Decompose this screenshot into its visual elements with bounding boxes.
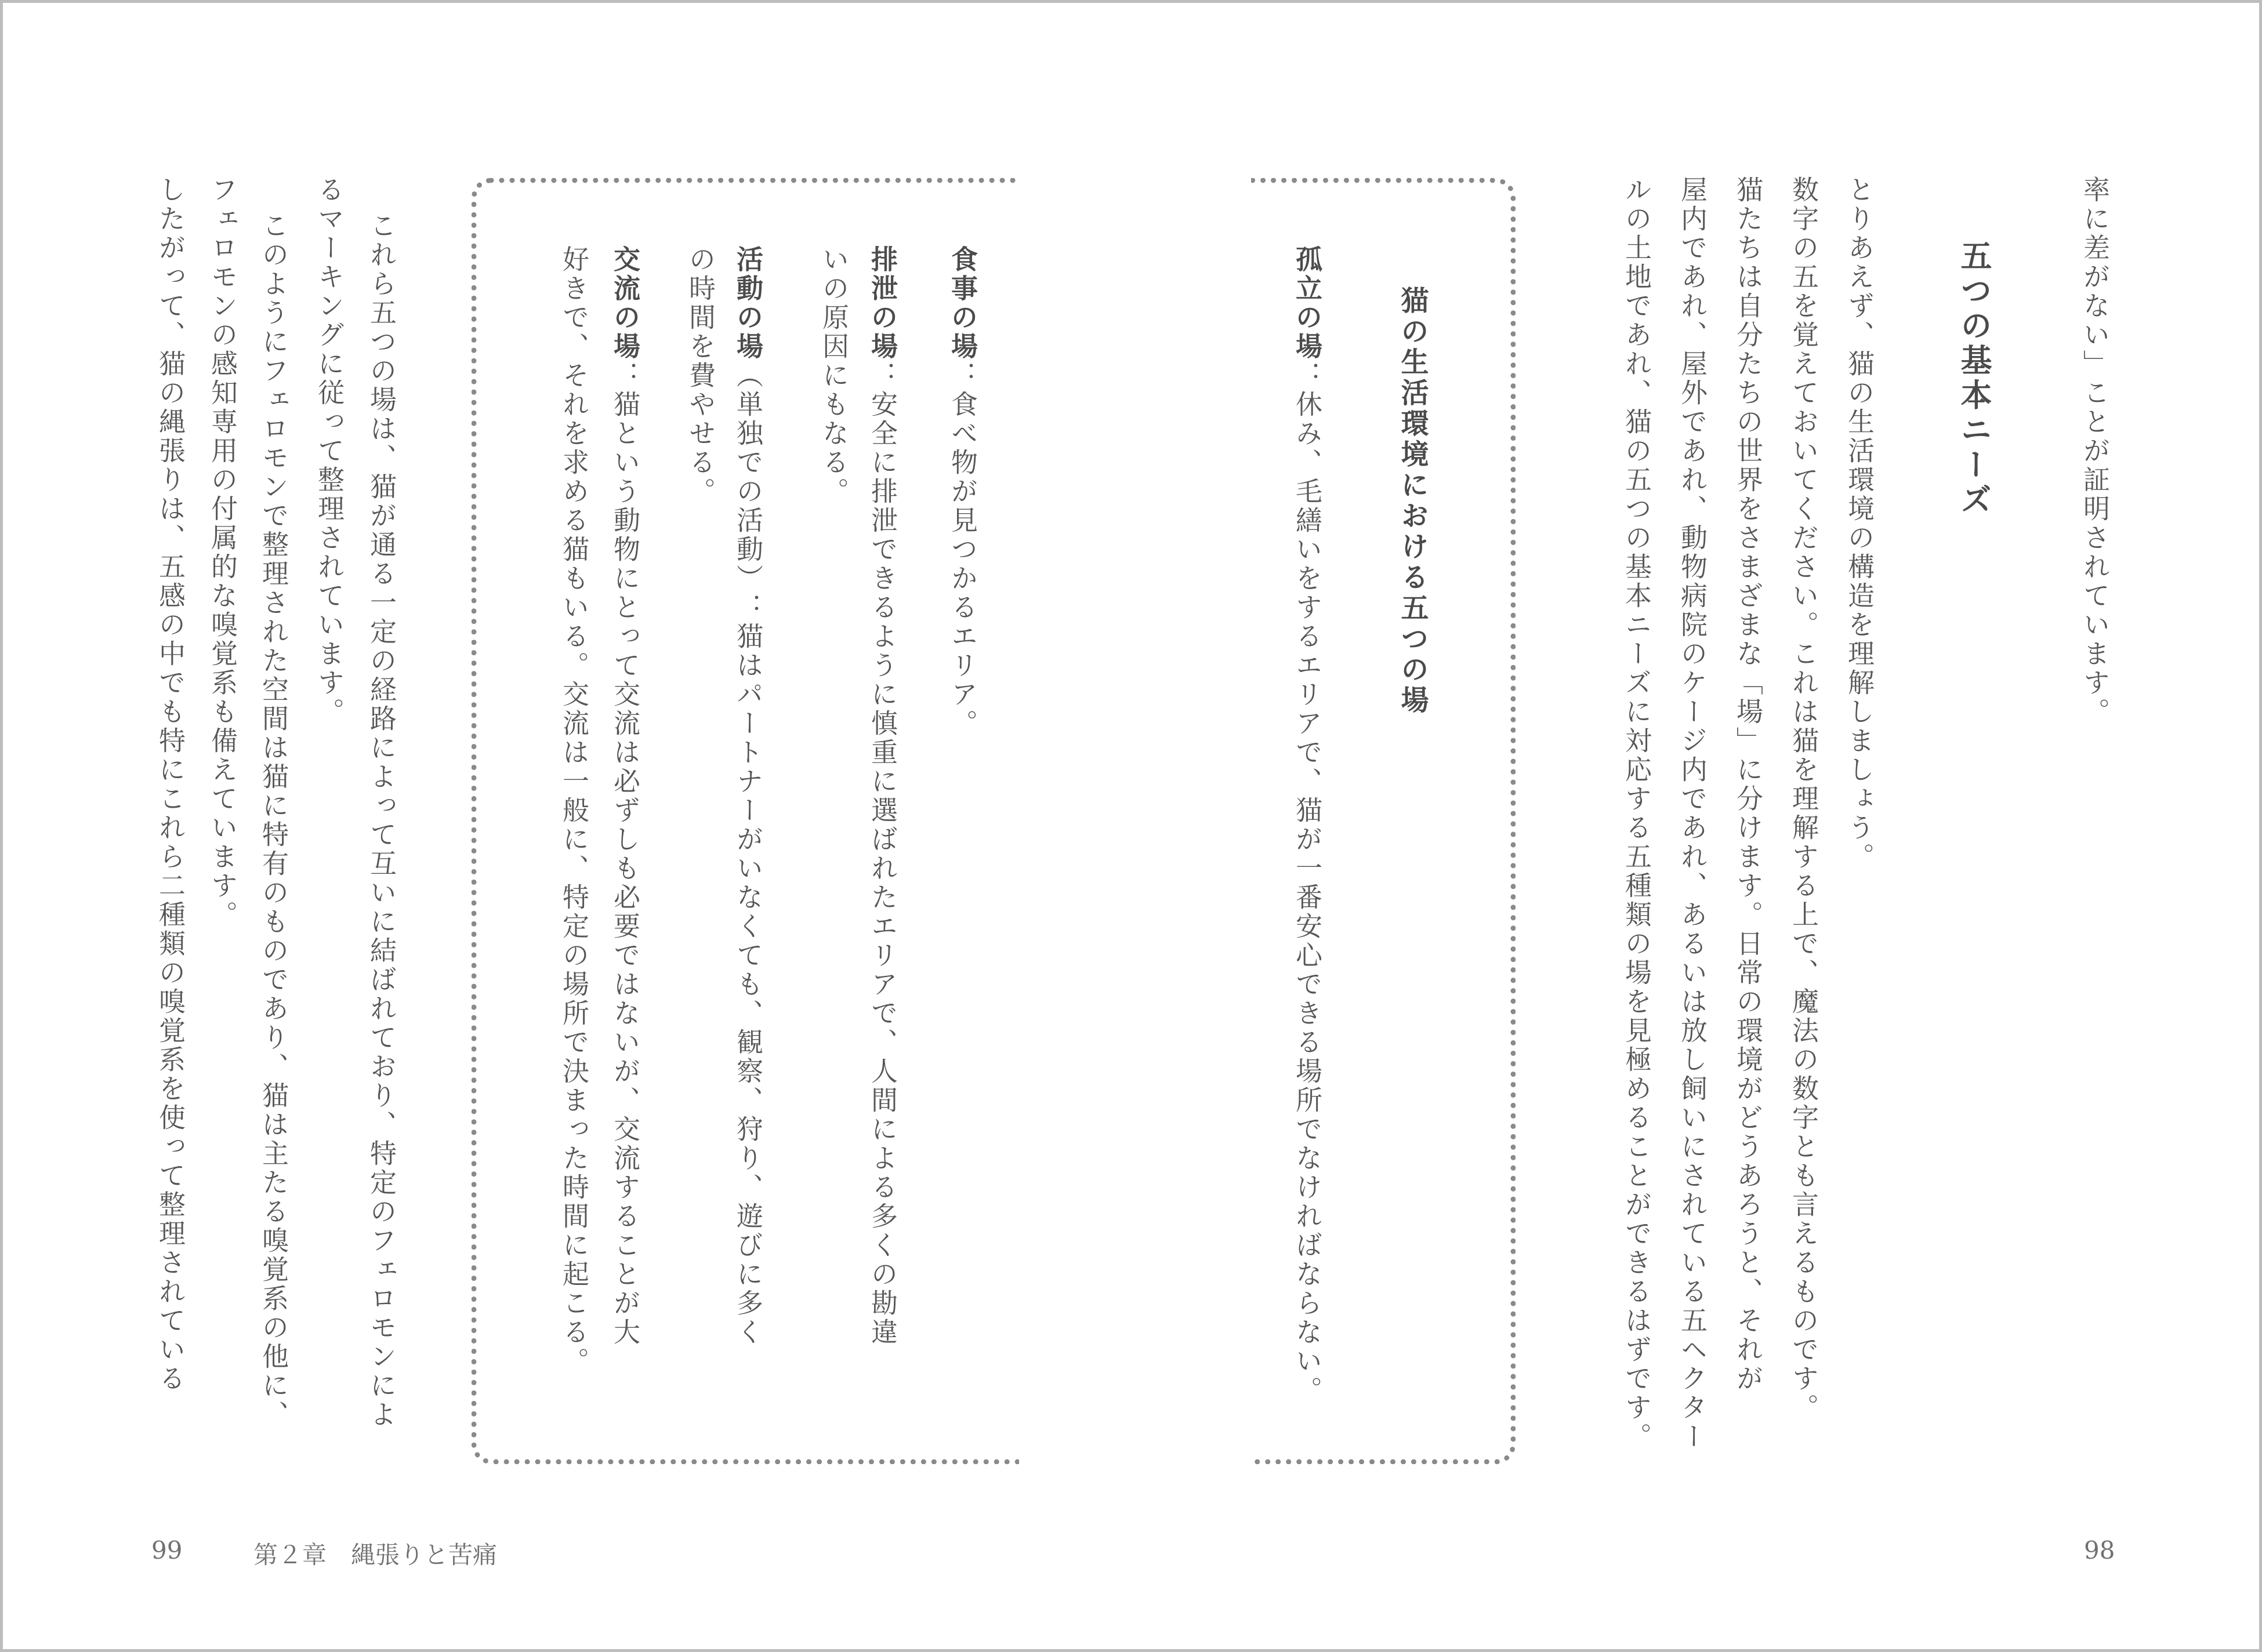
box-item-interaction-cont: 好きで、それを求める猫もいる。交流は一般に、特定の場所で決まった時間に起こる。: [559, 245, 590, 1376]
text-line-4: 猫たちは自分たちの世界をさまざまな「場」に分けます。日常の環境がどうあろうと、それが: [1732, 176, 1764, 1393]
box-item-excretion: [869, 245, 896, 1347]
box-item-label: 孤立の場: [1292, 245, 1323, 361]
page-number-left: 99: [151, 1536, 183, 1564]
box-item-interaction: [612, 245, 639, 1347]
box-item-text: ：休み、毛繕いをするエリアで、猫が一番安心できる場所でなければならない。: [1292, 361, 1323, 1405]
box-item-label: 交流の場: [610, 245, 641, 361]
box-item-food: [949, 245, 976, 738]
box-item-label: 排泄の場: [867, 245, 898, 361]
text-line-10: フェロモンの感知専用の付属的な嗅覚系も備えています。: [207, 176, 238, 930]
box-item-label: 食事の場: [947, 245, 978, 361]
text-line-3: 数字の五を覚えておいてください。これは猫を理解する上で、魔法の数字とも言えるものです。: [1788, 176, 1819, 1422]
text-line-6: ルの土地であれ、猫の五つの基本ニーズに対応する五種類の場を見極めることができるはずです。: [1621, 176, 1652, 1451]
page-number-right: 98: [2084, 1536, 2115, 1564]
text-line-11: したがって、猫の縄張りは、五感の中でも特にこれら二種類の嗅覚系を使って整理されている: [155, 176, 186, 1393]
text-line-5: 屋内であれ、屋外であれ、動物病院のケージ内であれ、あるいは放し飼いにされている五ヘクター: [1677, 176, 1708, 1451]
text-line-8: るマーキングに従って整理されています。: [314, 176, 345, 727]
box-item-text: ：猫という動物にとって交流は必ずしも必要ではないが、交流することが大: [610, 361, 641, 1347]
box-item-text: ：食べ物が見つかるエリア。: [947, 361, 978, 738]
text-line-2: とりあえず、猫の生活環境の構造を理解しましょう。: [1844, 176, 1875, 872]
box-item-label: 活動の場: [733, 245, 764, 361]
box-title: 猫の生活環境における五つの場: [1396, 286, 1429, 716]
box-item-activity-cont: の時間を費やせる。: [685, 245, 716, 506]
box-item-activity: [735, 245, 762, 1347]
box-item-text: （単独での活動）：猫はパートナーがいなくても、観察、狩り、遊びに多く: [733, 361, 764, 1347]
info-box-gutter: [1019, 165, 1251, 1482]
box-item-text: ：安全に排泄できるように慎重に選ばれたエリアで、人間による多くの勘違: [867, 361, 898, 1347]
box-item-excretion-cont: いの原因にもなる。: [818, 245, 850, 506]
running-header: 第２章 縄張りと苦痛: [253, 1541, 498, 1569]
text-line-9: このようにフェロモンで整理された空間は猫に特有のものであり、猫は主たる嗅覚系の他に、: [258, 212, 289, 1429]
section-heading: 五つの基本ニーズ: [1956, 239, 1992, 518]
text-line-7: これら五つの場は、猫が通る一定の経路によって互いに結ばれており、特定のフェロモンによ: [366, 212, 397, 1429]
text-line-1: 率に差がない」ことが証明されています。: [2079, 176, 2111, 727]
box-item-isolation: [1294, 245, 1321, 1405]
